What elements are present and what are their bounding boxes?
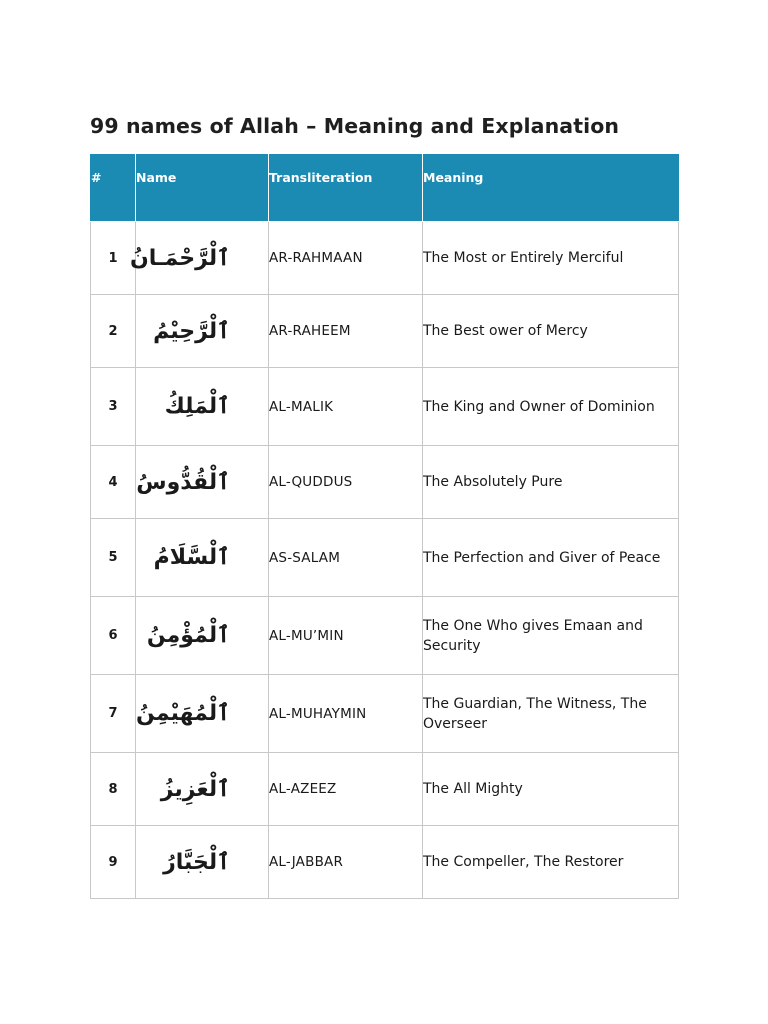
arabic-name: ٱلْرَّحْمَـانُ [136, 222, 269, 295]
meaning-cell: The Guardian, The Witness, The Overseer [423, 675, 679, 753]
row-number: 2 [91, 295, 136, 368]
row-number: 7 [91, 675, 136, 753]
table-row [91, 519, 679, 597]
transliteration-cell: AL-MUHAYMIN [269, 675, 423, 753]
arabic-name: ٱلْعَزِيزُ [136, 753, 269, 826]
meaning-cell: The Perfection and Giver of Peace [423, 519, 679, 597]
table-row [91, 675, 679, 753]
transliteration-cell: AL-MALIK [269, 368, 423, 446]
arabic-name: ٱلْمُهَيْمِنُ [136, 675, 269, 753]
meaning-cell: The Absolutely Pure [423, 446, 679, 519]
row-number: 4 [91, 446, 136, 519]
transliteration-cell: AR-RAHEEM [269, 295, 423, 368]
header-meaning: Meaning [423, 155, 679, 222]
transliteration-cell: AS-SALAM [269, 519, 423, 597]
arabic-name: ٱلْرَّحِيْمُ [136, 295, 269, 368]
table-row [91, 597, 679, 675]
meaning-cell: The Best ower of Mercy [423, 295, 679, 368]
arabic-name: ٱلْسَّلَامُ [136, 519, 269, 597]
table-row [91, 826, 679, 899]
meaning-cell: The King and Owner of Dominion [423, 368, 679, 446]
table-row [91, 753, 679, 826]
names-table [90, 154, 679, 899]
arabic-name: ٱلْمُؤْمِنُ [136, 597, 269, 675]
table-row [91, 368, 679, 446]
table-row [91, 295, 679, 368]
meaning-cell: The All Mighty [423, 753, 679, 826]
arabic-name: ٱلْجَبَّارُ [136, 826, 269, 899]
table-row [91, 222, 679, 295]
row-number: 9 [91, 826, 136, 899]
transliteration-cell: AR-RAHMAAN [269, 222, 423, 295]
transliteration-cell: AL-QUDDUS [269, 446, 423, 519]
document-title: 99 names of Allah – Meaning and Explanation [90, 114, 620, 138]
meaning-cell: The One Who gives Emaan and Security [423, 597, 679, 675]
row-number: 5 [91, 519, 136, 597]
row-number: 1 [91, 222, 136, 295]
table-row [91, 446, 679, 519]
header-transliteration: Transliteration [269, 155, 423, 222]
arabic-name: ٱلْقُدُّوسُ [136, 446, 269, 519]
row-number: 3 [91, 368, 136, 446]
transliteration-cell: AL-MU’MIN [269, 597, 423, 675]
row-number: 8 [91, 753, 136, 826]
meaning-cell: The Compeller, The Restorer [423, 826, 679, 899]
header-name: Name [136, 155, 269, 222]
arabic-name: ٱلْمَلِكُ [136, 368, 269, 446]
meaning-cell: The Most or Entirely Merciful [423, 222, 679, 295]
transliteration-cell: AL-AZEEZ [269, 753, 423, 826]
row-number: 6 [91, 597, 136, 675]
table-header-row [91, 155, 679, 222]
header-number: # [91, 155, 136, 222]
transliteration-cell: AL-JABBAR [269, 826, 423, 899]
